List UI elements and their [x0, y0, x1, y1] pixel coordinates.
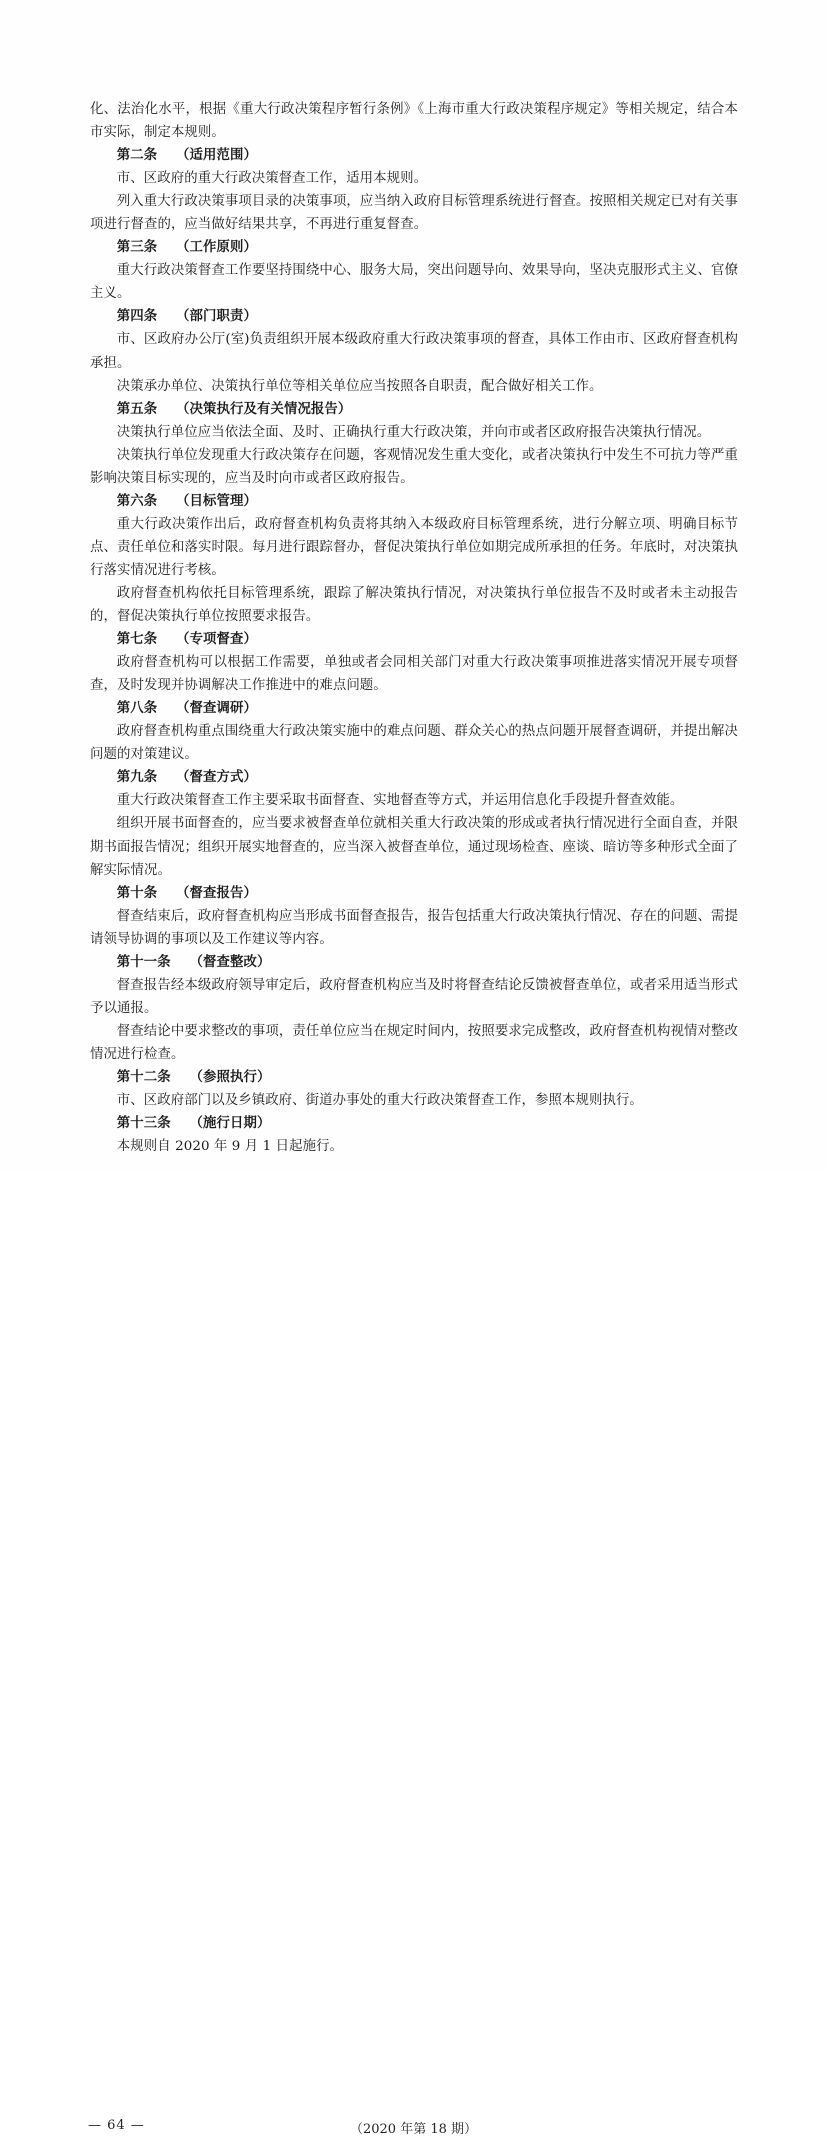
body-paragraph: 政府督查机构可以根据工作需要，单独或者会同相关部门对重大行政决策事项推进落实情况开展专项督查，及时发现并协调解决工作推进中的难点问题。: [90, 655, 738, 694]
body-paragraph: 重大行政决策督查工作要坚持围绕中心、服务大局，突出问题导向、效果导向，坚决克服形式主义、官僚主义。: [90, 263, 738, 302]
document-body: [90, 98, 738, 1158]
body-paragraph: 政府督查机构依托目标管理系统，跟踪了解决策执行情况，对决策执行单位报告不及时或者未主动报告的，督促决策执行单位按照要求报告。: [90, 585, 738, 625]
article-title: （适用范围）: [176, 147, 257, 164]
issue-label: （2020 年第 18 期）: [349, 2122, 478, 2137]
article-heading: [90, 144, 738, 167]
body-paragraph: 督查结论中要求整改的事项，责任单位应当在规定时间内，按照要求完成整改，政府督查机构视情对整改情况进行检查。: [90, 1023, 738, 1062]
article-title: （目标管理）: [176, 492, 257, 509]
body-paragraph: 重大行政决策作出后，政府督查机构负责将其纳入本级政府目标管理系统，进行分解立项、明确目标节点、责任单位和落实时限。每月进行跟踪督办，督促决策执行单位如期完成所承担的任务。年底时，对决策执行落实情况进行考核。: [90, 516, 738, 578]
article-title: （决策执行及有关情况报告）: [176, 400, 352, 417]
article-heading: [90, 951, 738, 974]
article-number: 第六条: [116, 492, 158, 509]
article-number: 第二条: [116, 147, 158, 164]
body-paragraph: 组织开展书面督查的，应当要求被督查单位就相关重大行政决策的形成或者执行情况进行全面自查，并限期书面报告情况；组织开展实地督查的，应当深入被督查单位，通过现场检查、座谈、暗访等多种形式全面了解实际情况。: [90, 816, 738, 878]
body-paragraph: 决策执行单位应当依法全面、及时、正确执行重大行政决策，并向市或者区政府报告决策执行情况。: [116, 424, 711, 440]
article-title: （督查方式）: [176, 769, 257, 786]
article-number: 第八条: [116, 700, 158, 717]
article-heading: [90, 766, 738, 789]
article-number: 第四条: [116, 308, 158, 325]
article-number: 第十条: [116, 884, 158, 901]
body-paragraph: 市、区政府部门以及乡镇政府、街道办事处的重大行政决策督查工作，参照本规则执行。: [116, 1093, 643, 1109]
article-title: （督查报告）: [176, 884, 257, 901]
body-paragraph: 督查报告经本级政府领导审定后，政府督查机构应当及时将督查结论反馈被督查单位，或者采用适当形式予以通报。: [90, 977, 738, 1016]
article-number: 第三条: [116, 239, 158, 256]
article-number: 第九条: [116, 769, 158, 786]
body-paragraph: 市、区政府办公厅(室)负责组织开展本级政府重大行政决策事项的督查，具体工作由市、区政府督查机构承担。: [90, 332, 738, 371]
article-heading: [90, 882, 738, 905]
body-paragraph: 重大行政决策督查工作主要采取书面督查、实地督查等方式，并运用信息化手段提升督查效能。: [116, 793, 684, 809]
article-heading: [90, 628, 738, 651]
article-title: （参照执行）: [189, 1068, 271, 1085]
body-paragraph: 本规则自 2020 年 9 月 1 日起施行。: [116, 1139, 344, 1155]
article-title: （部门职责）: [176, 308, 257, 325]
body-paragraph: 列入重大行政决策事项目录的决策事项，应当纳入政府目标管理系统进行督查。按照相关规定已对有关事项进行督查的，应当做好结果共享，不再进行重复督查。: [90, 194, 738, 233]
article-number: 第十三条: [116, 1115, 171, 1132]
article-title: （督查整改）: [189, 953, 271, 970]
article-title: （工作原则）: [176, 239, 257, 256]
body-paragraph: 督查结束后，政府督查机构应当形成书面督查报告，报告包括重大行政决策执行情况、存在的问题、需提请领导协调的事项以及工作建议等内容。: [90, 908, 738, 947]
article-heading: [90, 697, 738, 720]
article-title: （专项督查）: [176, 631, 257, 648]
article-number: 第七条: [116, 631, 158, 648]
article-heading: [90, 236, 738, 259]
body-paragraph: 政府督查机构重点围绕重大行政决策实施中的难点问题、群众关心的热点问题开展督查调研，并提出解决问题的对策建议。: [90, 724, 738, 763]
article-heading: [90, 1112, 738, 1135]
article-title: （施行日期）: [189, 1115, 271, 1132]
page-number: — 64 —: [88, 2118, 145, 2133]
article-heading: [90, 490, 738, 513]
body-paragraph: 化、法治化水平，根据《重大行政决策程序暂行条例》《上海市重大行政决策程序规定》等相关规定，结合本市实际，制定本规则。: [90, 102, 738, 141]
body-paragraph: 决策承办单位、决策执行单位等相关单位应当按照各自职责，配合做好相关工作。: [116, 378, 603, 394]
article-heading: [90, 398, 738, 421]
body-paragraph: 市、区政府的重大行政决策督查工作，适用本规则。: [116, 171, 428, 187]
article-number: 第十二条: [116, 1068, 171, 1085]
body-paragraph: 决策执行单位发现重大行政决策存在问题，客观情况发生重大变化，或者决策执行中发生不可抗力等严重影响决策目标实现的，应当及时向市或者区政府报告。: [90, 447, 738, 486]
article-title: （督查调研）: [176, 700, 257, 717]
article-number: 第五条: [116, 400, 158, 417]
article-heading: [90, 305, 738, 328]
article-number: 第十一条: [116, 953, 171, 970]
